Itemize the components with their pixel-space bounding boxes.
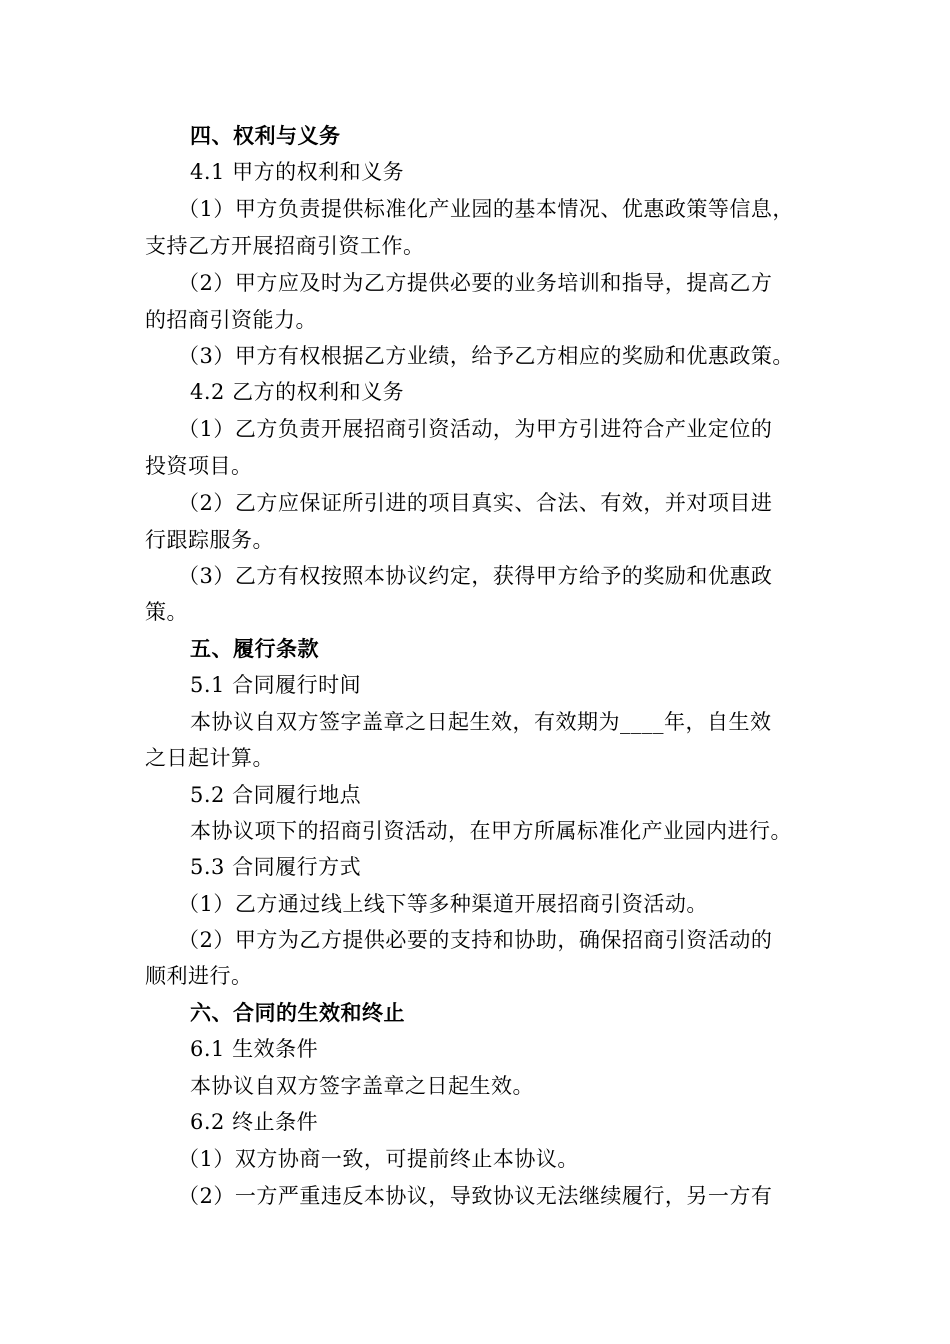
paragraph-line: （2）甲方应及时为乙方提供必要的业务培训和指导，提高乙方: [178, 271, 773, 295]
paragraph-line: （1）乙方通过线上线下等多种渠道开展招商引资活动。: [178, 892, 708, 916]
clause-heading-4-2: 4.2 乙方的权利和义务: [190, 380, 405, 404]
paragraph-line: （2）甲方为乙方提供必要的支持和协助，确保招商引资活动的: [178, 928, 773, 952]
paragraph-line: （3）甲方有权根据乙方业绩，给予乙方相应的奖励和优惠政策。: [178, 344, 794, 368]
paragraph-line: 本协议自双方签字盖章之日起生效，有效期为____年，自生效: [190, 710, 772, 734]
paragraph-line: 投资项目。: [145, 454, 253, 478]
section-heading-effect-termination: 六、合同的生效和终止: [190, 1000, 405, 1025]
section-heading-performance: 五、履行条款: [190, 636, 319, 661]
paragraph-line: 支持乙方开展招商引资工作。: [145, 234, 425, 258]
clause-heading-5-1: 5.1 合同履行时间: [190, 673, 362, 697]
paragraph-line: （1）乙方负责开展招商引资活动，为甲方引进符合产业定位的: [178, 417, 773, 441]
clause-heading-5-3: 5.3 合同履行方式: [190, 855, 362, 879]
paragraph-line: 顺利进行。: [145, 964, 253, 988]
paragraph-line: 之日起计算。: [145, 746, 274, 770]
clause-heading-6-2: 6.2 终止条件: [190, 1110, 319, 1134]
paragraph-line: 的招商引资能力。: [145, 308, 317, 332]
clause-heading-5-2: 5.2 合同履行地点: [190, 783, 362, 807]
paragraph-line: （2）一方严重违反本协议，导致协议无法继续履行，另一方有: [178, 1184, 773, 1208]
paragraph-line: 本协议自双方签字盖章之日起生效。: [190, 1074, 534, 1098]
clause-heading-6-1: 6.1 生效条件: [190, 1037, 319, 1061]
paragraph-line: （2）乙方应保证所引进的项目真实、合法、有效，并对项目进: [178, 491, 773, 515]
paragraph-line: 本协议项下的招商引资活动，在甲方所属标准化产业园内进行。: [190, 819, 792, 843]
clause-heading-4-1: 4.1 甲方的权利和义务: [190, 160, 405, 184]
paragraph-line: （1）双方协商一致，可提前终止本协议。: [178, 1147, 579, 1171]
paragraph-line: 行跟踪服务。: [145, 528, 274, 552]
section-heading-rights-obligations: 四、权利与义务: [190, 123, 341, 148]
paragraph-line: （3）乙方有权按照本协议约定，获得甲方给予的奖励和优惠政: [178, 564, 773, 588]
paragraph-line: 策。: [145, 600, 188, 624]
paragraph-line: （1）甲方负责提供标准化产业园的基本情况、优惠政策等信息，: [178, 197, 794, 221]
